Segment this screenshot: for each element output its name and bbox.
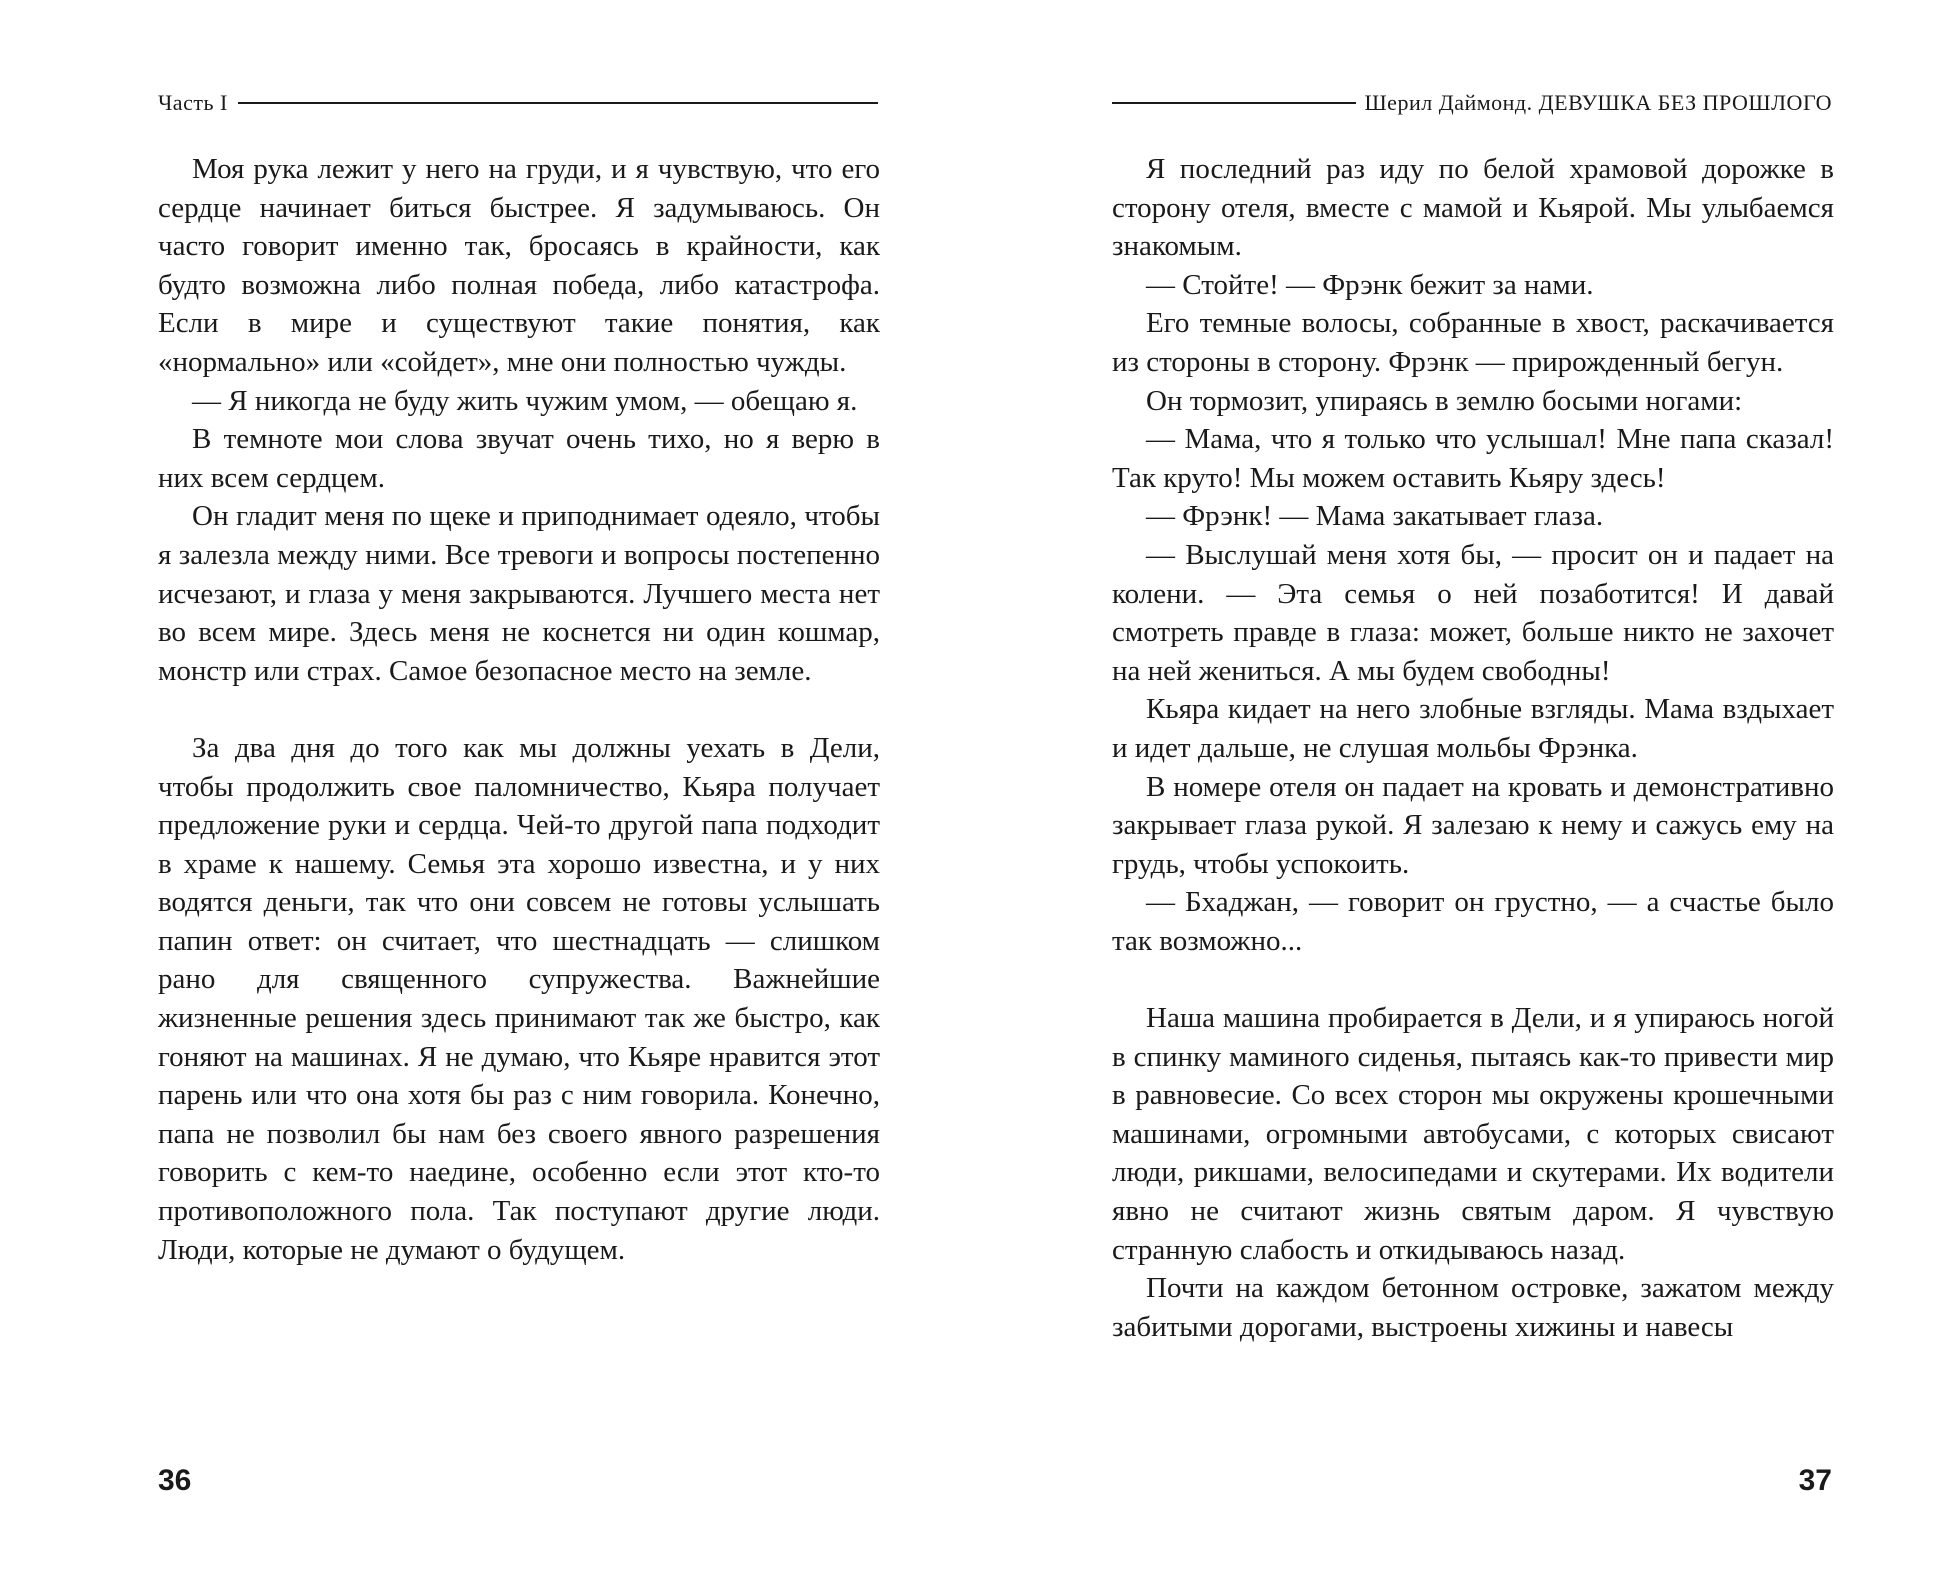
book-title: Шерил Даймонд. ДЕВУШКА БЕЗ ПРОШЛОГО xyxy=(1364,90,1832,115)
paragraph: Наша машина пробирается в Дели, и я упираюсь ногой в спинку маминого сиденья, пытаясь как-то привести мир в равновесие. Со всех сторон мы окружены крошечными машинами, огромными автобусами, с которых свисают люди, рикшами, велосипедами и скутерами. Их водители явно не считают жизнь святым даром. Я чувствую странную слабость и откидываюсь назад. xyxy=(1112,1002,1834,1266)
section-break xyxy=(1112,960,1834,999)
paragraph: — Мама, что я только что услышал! Мне папа сказал! Так круто! Мы можем оставить Кьяру здесь! xyxy=(1112,423,1834,494)
paragraph: — Бхаджан, — говорит он грустно, — а счастье было так возможно... xyxy=(1112,886,1834,957)
paragraph: В номере отеля он падает на кровать и демонстративно закрывает глаза рукой. Я залезаю к нему и сажусь ему на грудь, чтобы успокоить. xyxy=(1112,770,1834,880)
paragraph: За два дня до того как мы должны уехать в Дели, чтобы продолжить свое паломничество, Кьяра получает предложение руки и сердца. Чей-то другой папа подходит в храме к нашему. Семья эта хорошо известна, и у них водятся деньги, так что они совсем не готовы услышать папин ответ: он считает, что шестнадцать — слишком рано для священного супружества. Важнейшие жизненные решения здесь принимают так же быстро, как гоняют на машинах. Я не думаю, что Кьяре нравится этот парень или что она хотя бы раз с ним говорила. Конечно, папа не позволил бы нам без своего явного разрешения говорить с кем-то наедине, особенно если этот кто-то противоположного пола. Так поступают другие люди. Люди, которые не думают о будущем. xyxy=(158,731,880,1266)
right-page xyxy=(972,0,1944,1578)
paragraph: Его темные волосы, собранные в хвост, раскачивается из стороны в сторону. Фрэнк — прирожденный бегун. xyxy=(1112,307,1834,378)
paragraph: В темноте мои слова звучат очень тихо, но я верю в них всем сердцем. xyxy=(158,423,880,494)
header-rule xyxy=(238,102,878,104)
paragraph: Кьяра кидает на него злобные взгляды. Мама вздыхает и идет дальше, не слушая мольбы Фрэнка. xyxy=(1112,693,1834,764)
page-number: 36 xyxy=(158,1464,192,1497)
header-rule xyxy=(1112,102,1356,104)
page-number: 37 xyxy=(1798,1464,1832,1497)
paragraph: — Выслушай меня хотя бы, — просит он и падает на колени. — Эта семья о ней позаботится! И давай смотреть правде в глаза: может, больше никто не захочет на ней жениться. А мы будем свободны! xyxy=(1112,538,1834,687)
running-header xyxy=(1112,86,1832,120)
page-body xyxy=(158,150,880,1269)
paragraph: Почти на каждом бетонном островке, зажатом между забитыми дорогами, выстроены хижины и навесы xyxy=(1112,1272,1834,1343)
paragraph: Он тормозит, упираясь в землю босыми ногами: xyxy=(1146,384,1743,417)
paragraph: Моя рука лежит у него на груди, и я чувствую, что его сердце начинает биться быстрее. Я задумываюсь. Он часто говорит именно так, бросаясь в крайности, как будто возможна либо полная победа, либо катастрофа. Если в мире и существуют такие понятия, как «нормально» или «сойдет», мне они полностью чужды. xyxy=(158,153,880,378)
part-title: Часть I xyxy=(158,90,228,115)
section-break xyxy=(158,690,880,729)
paragraph: Он гладит меня по щеке и приподнимает одеяло, чтобы я залезла между ними. Все тревоги и вопросы постепенно исчезают, и глаза у меня закрываются. Лучшего места нет во всем мире. Здесь меня не коснется ни один кошмар, монстр или страх. Самое безопасное место на земле. xyxy=(158,500,880,687)
paragraph: — Я никогда не буду жить чужим умом, — обещаю я. xyxy=(192,384,858,417)
running-header xyxy=(158,86,878,120)
page-body xyxy=(1112,150,1834,1346)
paragraph: — Фрэнк! — Мама закатывает глаза. xyxy=(1146,500,1604,533)
paragraph: Я последний раз иду по белой храмовой дорожке в сторону отеля, вместе с мамой и Кьярой. Мы улыбаемся знакомым. xyxy=(1112,153,1834,263)
paragraph: — Стойте! — Фрэнк бежит за нами. xyxy=(1146,268,1594,301)
